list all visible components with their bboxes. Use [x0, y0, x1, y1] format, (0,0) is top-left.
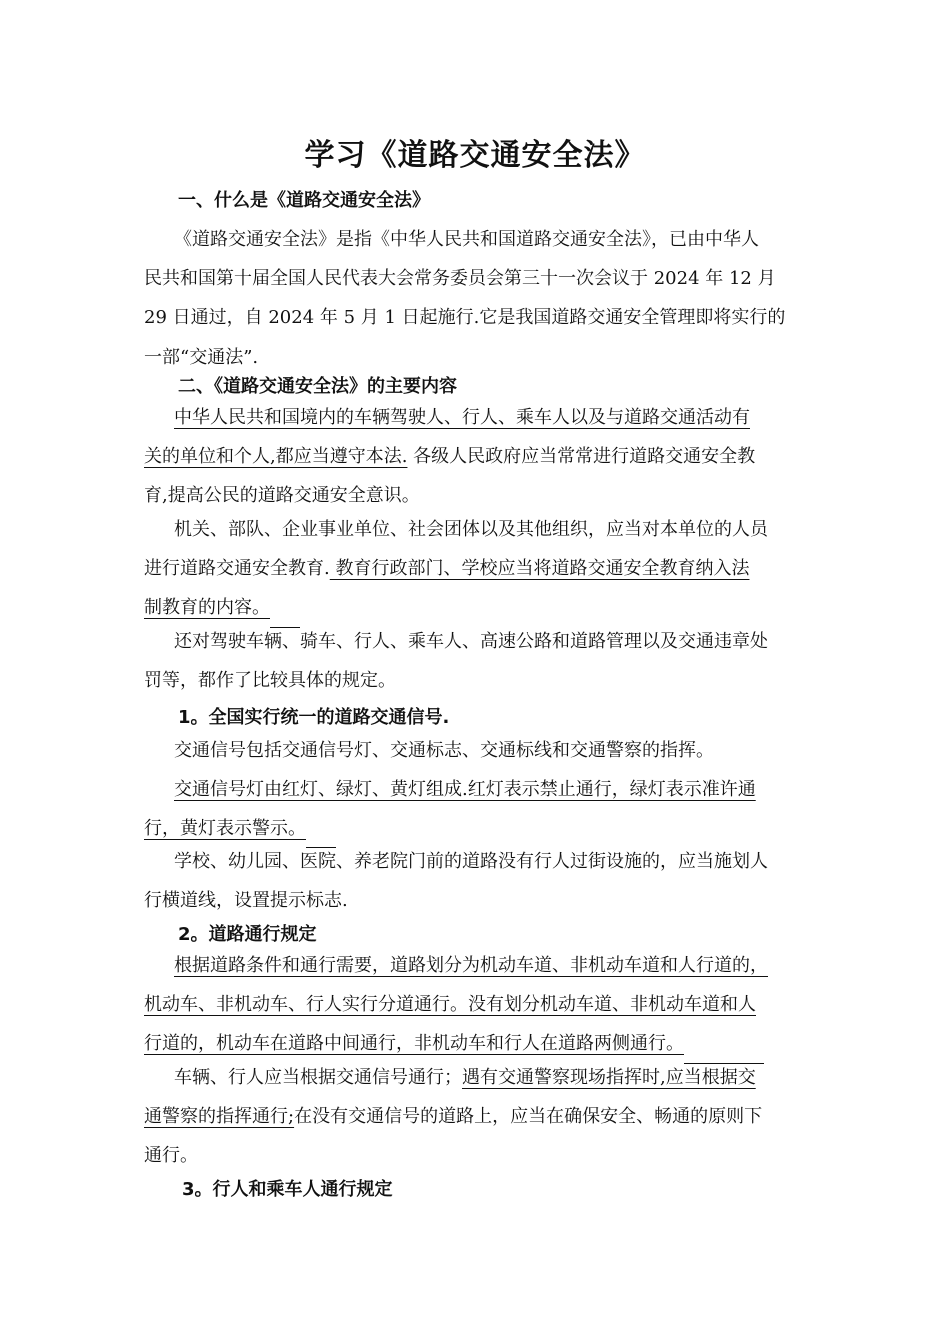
text-line	[144, 985, 808, 1024]
text-line: 行横道线，设置提示标志.	[144, 890, 348, 912]
subsection-1-paragraph-2	[144, 770, 808, 848]
text-line: 通行。	[144, 1145, 198, 1167]
underlined-text: 根据道路条件和通行需要，道路划分为机动车道、非机动车道和人行道的，	[174, 955, 768, 976]
text-line: 学校、幼儿园、医院、养老院门前的道路没有行人过街设施的，应当施划人	[174, 851, 768, 872]
text-line: 罚等，都作了比较具体的规定。	[144, 670, 396, 692]
section-1-paragraph	[144, 220, 808, 377]
text-line	[144, 946, 808, 985]
subsection-1-paragraph-3	[144, 842, 808, 920]
plain-text: 在没有交通信号的道路上，应当在确保安全、畅通的原则下	[294, 1106, 763, 1128]
text-line	[144, 1058, 808, 1097]
text-line	[144, 1097, 808, 1136]
section-2-heading: 二、《道路交通安全法》的主要内容	[178, 376, 457, 397]
text-line: 《道路交通安全法》是指《中华人民共和国道路交通安全法》，已由中华人	[174, 229, 759, 250]
underlined-text: 行，黄灯表示警示。	[144, 818, 306, 840]
underlined-text: 通警察的指挥通行;	[144, 1106, 295, 1128]
text-line: 民共和国第十届全国人民代表大会常务委员会第三十一次会议于 2024 年 12 月	[144, 268, 776, 290]
subsection-2-paragraph-2	[144, 1058, 808, 1176]
subsection-1-heading: 1。全国实行统一的道路交通信号.	[178, 707, 450, 728]
text-line: 机关、部队、企业事业单位、社会团体以及其他组织，应当对本单位的人员	[174, 519, 768, 540]
text-line	[144, 398, 808, 437]
section-2-paragraph-3	[144, 622, 808, 700]
section-2-paragraph-1	[144, 398, 808, 516]
subsection-1-paragraph-1	[144, 731, 808, 770]
plain-text: 进行道路交通安全教育.	[144, 558, 330, 580]
text-line: 29 日通过，自 2024 年 5 月 1 日起施行.它是我国道路交通安全管理即将实行的	[144, 307, 786, 329]
underlined-text: 遇有交通警察现场指挥时,应当根据交	[462, 1067, 756, 1088]
text-line	[144, 437, 808, 476]
underlined-text: 行道的，机动车在道路中间通行，非机动车和行人在道路两侧通行。	[144, 1033, 684, 1055]
underlined-text: 交通信号灯由红灯、绿灯、黄灯组成.红灯表示禁止通行，绿灯表示准许通	[174, 779, 756, 800]
subsection-2-heading: 2。道路通行规定	[178, 924, 317, 945]
text-line	[144, 549, 808, 588]
text-line	[144, 770, 808, 809]
text-line: 育,提高公民的道路交通安全意识。	[144, 485, 420, 507]
underlined-text: 机动车、非机动车、行人实行分道通行。没有划分机动车道、非机动车道和人	[144, 994, 756, 1016]
text-line: 交通信号包括交通信号灯、交通标志、交通标线和交通警察的指挥。	[174, 740, 714, 761]
plain-text: 各级人民政府应当常常进行道路交通安全教	[407, 446, 756, 468]
underlined-text: 中华人民共和国境内的车辆驾驶人、行人、乘车人以及与道路交通活动有	[174, 407, 750, 428]
underlined-text: 制教育的内容。	[144, 597, 270, 619]
underlined-text: 关的单位和个人,都应当遵守本法.	[144, 446, 408, 468]
section-1-heading: 一、什么是《道路交通安全法》	[178, 190, 430, 211]
subsection-2-paragraph-1	[144, 946, 808, 1064]
text-line: 一部“交通法”.	[144, 346, 259, 368]
subsection-3-heading: 3。行人和乘车人通行规定	[182, 1179, 393, 1200]
page-title: 学习《道路交通安全法》	[304, 138, 646, 173]
text-line: 还对驾驶车辆、骑车、行人、乘车人、高速公路和道路管理以及交通违章处	[174, 631, 768, 652]
section-2-paragraph-2	[144, 510, 808, 628]
underlined-text: 教育行政部门、学校应当将道路交通安全教育纳入法	[329, 558, 750, 580]
plain-text: 车辆、行人应当根据交通信号通行；	[174, 1067, 462, 1088]
